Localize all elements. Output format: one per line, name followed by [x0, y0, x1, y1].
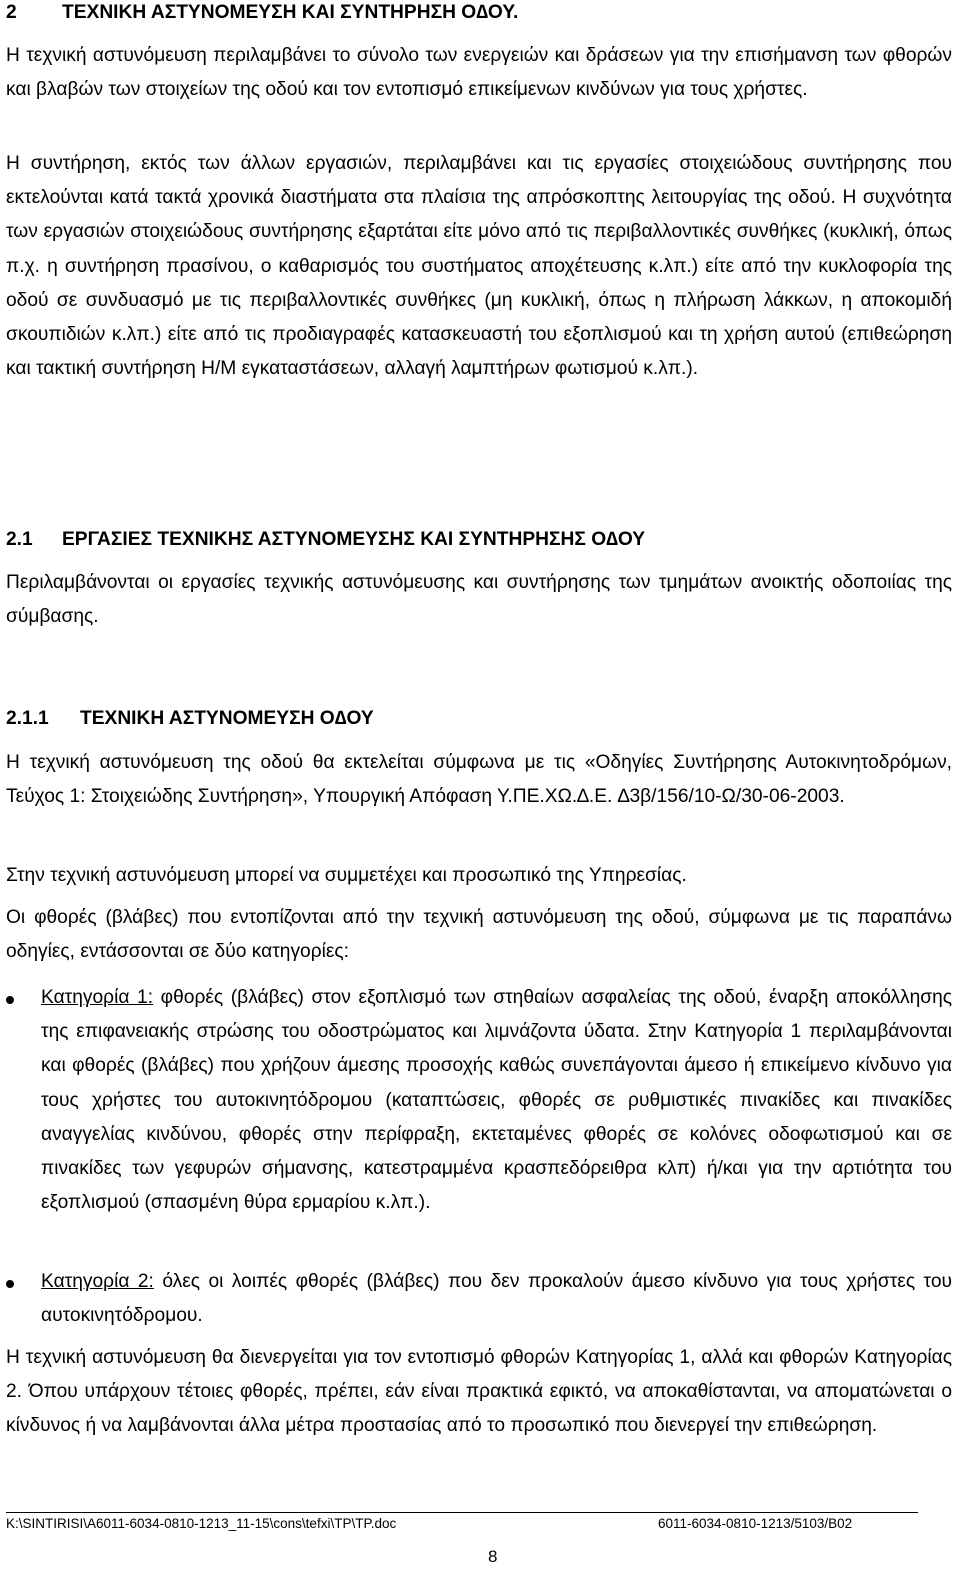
- section-2-1-number: 2.1: [6, 529, 33, 550]
- section-2-1-paragraph: Περιλαμβάνονται οι εργασίες τεχνικής αστυνόμευσης και συντήρησης των τμημάτων ανοικτής οδοποιίας της σύμβασης.: [6, 572, 952, 628]
- section-2-1-heading: [6, 527, 645, 553]
- section-2-1-title: ΕΡΓΑΣΙΕΣ ΤΕΧΝΙΚΗΣ ΑΣΤΥΝΟΜΕΥΣΗΣ ΚΑΙ ΣΥΝΤΗΡΗΣΗΣ Ο∆ΟΥ: [62, 529, 646, 550]
- section-2-1-1-paragraph-2: Στην τεχνική αστυνόμευση μπορεί να συμμετέχει και προσωπικό της Υπηρεσίας.: [6, 865, 687, 886]
- section-2-1-1-heading: [6, 706, 374, 732]
- intro-paragraph-1: Η τεχνική αστυνόμευση περιλαμβάνει το σύνολο των ενεργειών και δράσεων για την επισήμανση των φθορών και βλαβών των στοιχείων της οδού και τον εντοπισμό επικείμενων κινδύνων για τους χρήστες.: [6, 45, 952, 101]
- section-2-1-1-paragraph-3: Οι φθορές (βλάβες) που εντοπίζονται από την τεχνική αστυνόμευση της οδού, σύμφωνα με τις παραπάνω οδηγίες, εντάσσονται σε δύο κατηγορίες:: [6, 907, 952, 963]
- category-1-label: Κατηγορία 1:: [41, 987, 154, 1008]
- section-2-1-1-title: ΤΕΧΝΙΚΗ ΑΣΤΥΝΟΜΕΥΣΗ Ο∆ΟΥ: [80, 708, 374, 729]
- category-1-description: φθορές (βλάβες) στον εξοπλισμό των στηθαίων ασφαλείας της οδού, έναρξη αποκόλλησης της επιφανειακής στρώσης του οδοστρώματος και λιμνάζοντα ύδατα. Στην Κατηγορία 1 περιλαμβάνονται και φθορές (βλάβες) που χρήζουν άμεσης προσοχής καθώς συνεπάγονται άμεσο ή επικείμενο κίνδυνο για τους χρήστες του αυτοκινητόδρομου (καταπτώσεις, φθορές σε ρυθμιστικές πινακίδες και πινακίδες αναγγελίας κινδύνου, φθορές στην περίφραξη, εκτεταμένες φθορές σε κολόνες οδοφωτισμού και σε πινακίδες των γεφυρών σήμανσης, κατεστραμμένα κρασπεδόρειθρα κλπ) ή/και για την αρτιότητα του εξοπλισμού (σπασμένη θύρα ερμαρίου κ.λπ.).: [41, 987, 952, 1214]
- bullet-dot-icon: [6, 996, 14, 1004]
- footer-file-path: K:\SINTIRISI\A6011-6034-0810-1213_11-15\cons\tefxi\TP\TP.doc: [6, 1516, 397, 1531]
- bullet-text: [41, 981, 952, 1220]
- footer-document-code: 6011-6034-0810-1213/5103/B02: [658, 1516, 853, 1531]
- footer-divider: [6, 1512, 918, 1513]
- chapter-heading: [6, 0, 518, 26]
- chapter-number: 2: [6, 2, 17, 23]
- section-2-1-1-number: 2.1.1: [6, 708, 49, 729]
- section-2-1-1-paragraph-4: Η τεχνική αστυνόμευση θα διενεργείται για τον εντοπισμό φθορών Κατηγορίας 1, αλλά και φθορών Κατηγορίας 2. Όπου υπάρχουν τέτοιες φθορές, πρέπει, εάν είναι πρακτικά εφικτό, να αποκαθίστανται, να αποματώνεται ο κίνδυνος ή να λαμβάνονται άλλα μέτρα προστασίας από το προσωπικό που διενεργεί την επιθεώρηση.: [6, 1347, 952, 1437]
- category-1-bullet: [6, 981, 952, 1220]
- intro-paragraph-2: Η συντήρηση, εκτός των άλλων εργασιών, περιλαμβάνει και τις εργασίες στοιχειώδους συντήρησης που εκτελούνται κατά τακτά χρονικά διαστήματα στα πλαίσια της απρόσκοπτης λειτουργίας της οδού. Η συχνότητα των εργασιών στοιχειώδους συντήρησης εξαρτάται είτε μόνο από τις περιβαλλοντικές συνθήκες (κυκλική, όπως π.χ. η συντήρηση πρασίνου, ο καθαρισμός του συστήματος αποχέτευσης κ.λπ.) είτε από την κυκλοφορία της οδού σε συνδυασμό με τις περιβαλλοντικές συνθήκες (μη κυκλική, όπως η πλήρωση λάκκων, η αποκομιδή σκουπιδιών κ.λπ.) είτε από τις προδιαγραφές κατασκευαστή του εξοπλισμού και τη χρήση αυτού (επιθεώρηση και τακτική συντήρηση Η/Μ εγκαταστάσεων, αλλαγή λαμπτήρων φωτισμού κ.λπ.).: [6, 153, 952, 380]
- page-number: 8: [488, 1547, 498, 1566]
- category-2-bullet: [6, 1265, 952, 1333]
- category-2-label: Κατηγορία 2:: [41, 1271, 154, 1292]
- chapter-title: ΤΕΧΝΙΚΗ ΑΣΤΥΝΟΜΕΥΣΗ ΚΑΙ ΣΥΝΤΗΡΗΣΗ Ο∆ΟΥ.: [62, 2, 519, 23]
- bullet-dot-icon: [6, 1280, 14, 1288]
- category-2-description: όλες οι λοιπές φθορές (βλάβες) που δεν προκαλούν άμεσο κίνδυνο για τους χρήστες του αυτοκινητόδρομου.: [41, 1271, 952, 1327]
- bullet-text: [41, 1265, 952, 1333]
- section-2-1-1-paragraph-1: Η τεχνική αστυνόμευση της οδού θα εκτελείται σύμφωνα με τις «Οδηγίες Συντήρησης Αυτοκινητοδρόμων, Τεύχος 1: Στοιχειώδης Συντήρηση», Υπουργική Απόφαση Υ.ΠΕ.ΧΩ.∆.Ε. ∆3β/156/10-Ω/30-06-2003.: [6, 752, 952, 808]
